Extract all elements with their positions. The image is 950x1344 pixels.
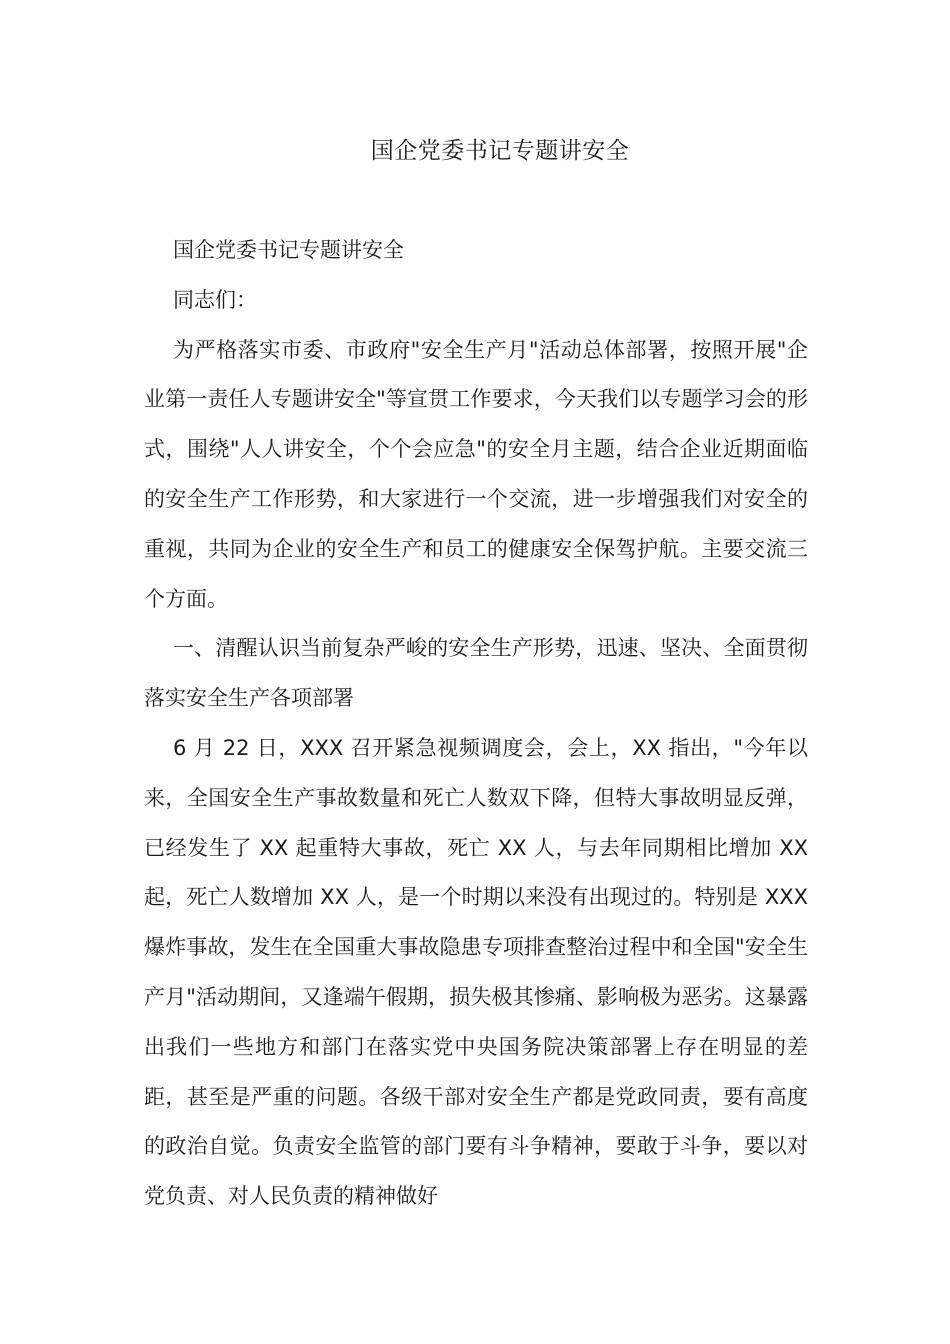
document-title: 国企党委书记专题讲安全 [370,138,630,164]
body-heading: 国企党委书记专题讲安全 [173,238,404,262]
document-body [144,226,808,1222]
section-1-paragraph: 6 月 22 日，XXX 召开紧急视频调度会，会上，XX 指出，"今年以来，全国安全生产事故数量和死亡人数双下降，但特大事故明显反弹，已经发生了 XX 起重特大事故，死亡 XX 人，与去年同期相比增加 XX 起，死亡人数增加 XX 人，是一个时期以来没有出现过的。特别是 XXX 爆炸事故，发生在全国重大事故隐患专项排查整治过程中和全国"安全生产月"活动期间，又逢端午假期，损失极其惨痛、影响极为恶劣。这暴露出我们一些地方和部门在落实党中央国务院决策部署上存在明显的差距，甚至是严重的问题。各级干部对安全生产都是党政同责，要有高度的政治自觉。负责安全监管的部门要有斗争精神，要敢于斗争，要以对党负责、对人民负责的精神做好 [144,735,808,1209]
intro-paragraph: 为严格落实市委、市政府"安全生产月"活动总体部署，按照开展"企业第一责任人专题讲安全"等宣贯工作要求，今天我们以专题学习会的形式，围绕"人人讲安全，个个会应急"的安全月主题，结合企业近期面临的安全生产工作形势，和大家进行一个交流，进一步增强我们对安全的重视，共同为企业的安全生产和员工的健康安全保驾护航。主要交流三个方面。 [144,337,808,611]
salutation: 同志们： [173,287,257,312]
section-heading-1: 一、清醒认识当前复杂严峻的安全生产形势，迅速、坚决、全面贯彻落实安全生产各项部署 [144,636,808,711]
